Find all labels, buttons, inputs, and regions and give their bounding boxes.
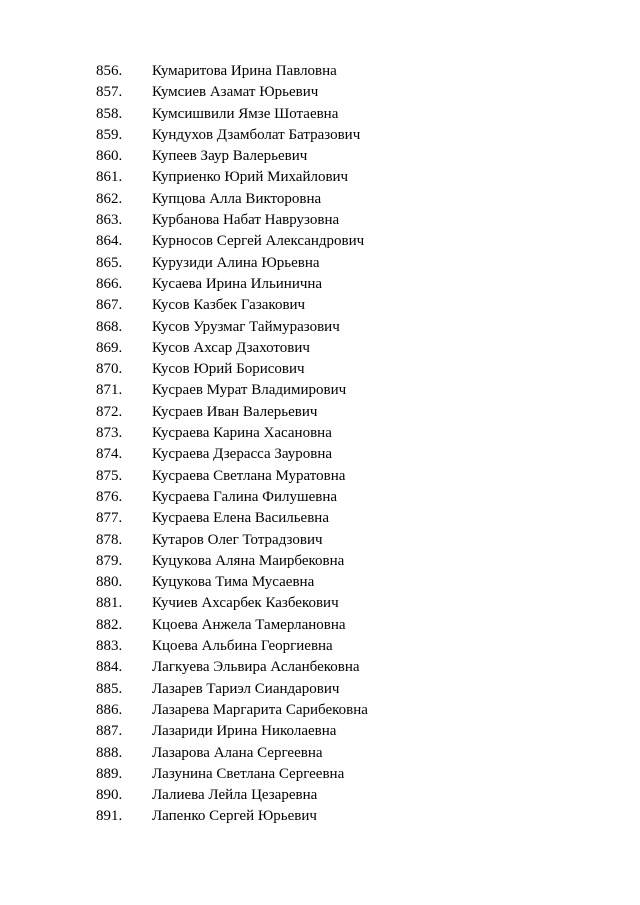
entry-name: Курносов Сергей Александрович (152, 233, 365, 250)
list-item (96, 785, 368, 806)
list-item (96, 317, 368, 338)
list-item (96, 423, 368, 444)
entry-number: 875. (96, 467, 123, 484)
entry-name: Лалиева Лейла Цезаревна (152, 787, 318, 804)
list-item (96, 551, 368, 572)
entry-name: Кумаритова Ирина Павловна (152, 63, 337, 79)
entry-name: Кусов Юрий Борисович (152, 361, 305, 378)
entry-name: Лазарева Маргарита Сарибековна (152, 701, 368, 718)
entry-name: Кусраева Елена Васильевна (152, 510, 329, 527)
entry-number: 886. (96, 701, 123, 718)
list-item (96, 146, 368, 167)
entry-number: 873. (96, 425, 123, 442)
entry-name: Кцоева Анжела Тамерлановна (152, 616, 346, 633)
entry-number: 881. (96, 595, 123, 612)
entry-number: 867. (96, 297, 123, 314)
list-item (96, 253, 368, 274)
list-item (96, 125, 368, 146)
entry-number: 891. (96, 808, 123, 825)
entry-name: Кусраева Галина Филушевна (152, 488, 338, 505)
entry-number: 872. (96, 403, 123, 420)
entry-number: 860. (96, 148, 123, 165)
entry-name: Кусраева Карина Хасановна (152, 425, 332, 442)
entry-number: 876. (96, 488, 123, 505)
list-item (96, 806, 368, 827)
entry-name: Лазарова Алана Сергеевна (152, 744, 323, 761)
list-item (96, 189, 368, 210)
entry-number: 885. (96, 680, 123, 697)
entry-name: Купцова Алла Викторовна (152, 190, 322, 207)
list-item (96, 380, 368, 401)
entry-name: Кцоева Альбина Георгиевна (152, 638, 333, 655)
entry-number: 882. (96, 616, 123, 633)
list-item (96, 636, 368, 657)
entry-name: Кусраев Мурат Владимирович (152, 382, 347, 399)
entry-number: 868. (96, 318, 123, 335)
entry-name: Кундухов Дзамболат Батразович (152, 126, 361, 143)
entry-name: Кумсишвили Ямзе Шотаевна (152, 105, 339, 122)
entry-number: 890. (96, 787, 123, 804)
entry-name: Кутаров Олег Тотрадзович (152, 531, 323, 548)
entry-name: Кусраева Дзерасса Зауровна (152, 446, 333, 463)
list-item (96, 743, 368, 764)
list-item (96, 572, 368, 593)
list-item (96, 466, 368, 487)
entry-name: Кусаева Ирина Ильинична (152, 275, 323, 292)
entry-name: Куцукова Аляна Маирбековна (152, 552, 345, 569)
entry-name: Лазарев Тариэл Сиандарович (152, 680, 340, 697)
entry-number: 883. (96, 638, 123, 655)
entry-name: Лазариди Ирина Николаевна (152, 723, 337, 740)
list-item (96, 274, 368, 295)
list-item (96, 359, 368, 380)
entry-number: 887. (96, 723, 123, 740)
list-item (96, 61, 368, 82)
entry-number: 871. (96, 382, 123, 399)
entry-number: 869. (96, 339, 123, 356)
entry-number: 856. (96, 63, 123, 79)
list-item (96, 82, 368, 103)
list-item (96, 615, 368, 636)
entry-number: 889. (96, 765, 123, 782)
name-list (96, 61, 368, 828)
list-item (96, 657, 368, 678)
entry-number: 861. (96, 169, 123, 186)
list-item (96, 210, 368, 231)
entry-number: 888. (96, 744, 123, 761)
entry-name: Лагкуева Эльвира Асланбековна (152, 659, 360, 676)
entry-number: 877. (96, 510, 123, 527)
entry-name: Кусраева Светлана Муратовна (152, 467, 346, 484)
list-item (96, 444, 368, 465)
list-item (96, 508, 368, 529)
list-item (96, 487, 368, 508)
entry-name: Кусраев Иван Валерьевич (152, 403, 318, 420)
entry-number: 874. (96, 446, 123, 463)
entry-name: Кусов Урузмаг Таймуразович (152, 318, 340, 335)
list-item (96, 764, 368, 785)
entry-name: Кучиев Ахсарбек Казбекович (152, 595, 339, 612)
entry-name: Лазунина Светлана Сергеевна (152, 765, 345, 782)
list-item (96, 402, 368, 423)
list-item (96, 530, 368, 551)
list-item (96, 700, 368, 721)
entry-name: Купеев Заур Валерьевич (152, 148, 308, 165)
entry-number: 862. (96, 190, 123, 207)
entry-number: 857. (96, 84, 123, 101)
list-item (96, 295, 368, 316)
entry-name: Кусов Казбек Газакович (152, 297, 306, 314)
entry-name: Курбанова Набат Наврузовна (152, 212, 340, 229)
list-item (96, 721, 368, 742)
entry-number: 878. (96, 531, 123, 548)
entry-name: Кусов Ахсар Дзахотович (152, 339, 310, 356)
list-item (96, 231, 368, 252)
entry-number: 879. (96, 552, 123, 569)
entry-number: 884. (96, 659, 123, 676)
entry-number: 859. (96, 126, 123, 143)
entry-number: 864. (96, 233, 123, 250)
entry-number: 858. (96, 105, 123, 122)
list-item (96, 679, 368, 700)
entry-name: Куцукова Тима Мусаевна (152, 574, 315, 591)
list-item (96, 167, 368, 188)
entry-number: 863. (96, 212, 123, 229)
list-item (96, 104, 368, 125)
entry-name: Лапенко Сергей Юрьевич (152, 808, 317, 825)
entry-number: 865. (96, 254, 123, 271)
entry-name: Курузиди Алина Юрьевна (152, 254, 320, 271)
entry-number: 880. (96, 574, 123, 591)
entry-name: Кумсиев Азамат Юрьевич (152, 84, 319, 101)
entry-number: 870. (96, 361, 123, 378)
list-item (96, 593, 368, 614)
entry-number: 866. (96, 275, 123, 292)
list-item (96, 338, 368, 359)
entry-name: Куприенко Юрий Михайлович (152, 169, 349, 186)
